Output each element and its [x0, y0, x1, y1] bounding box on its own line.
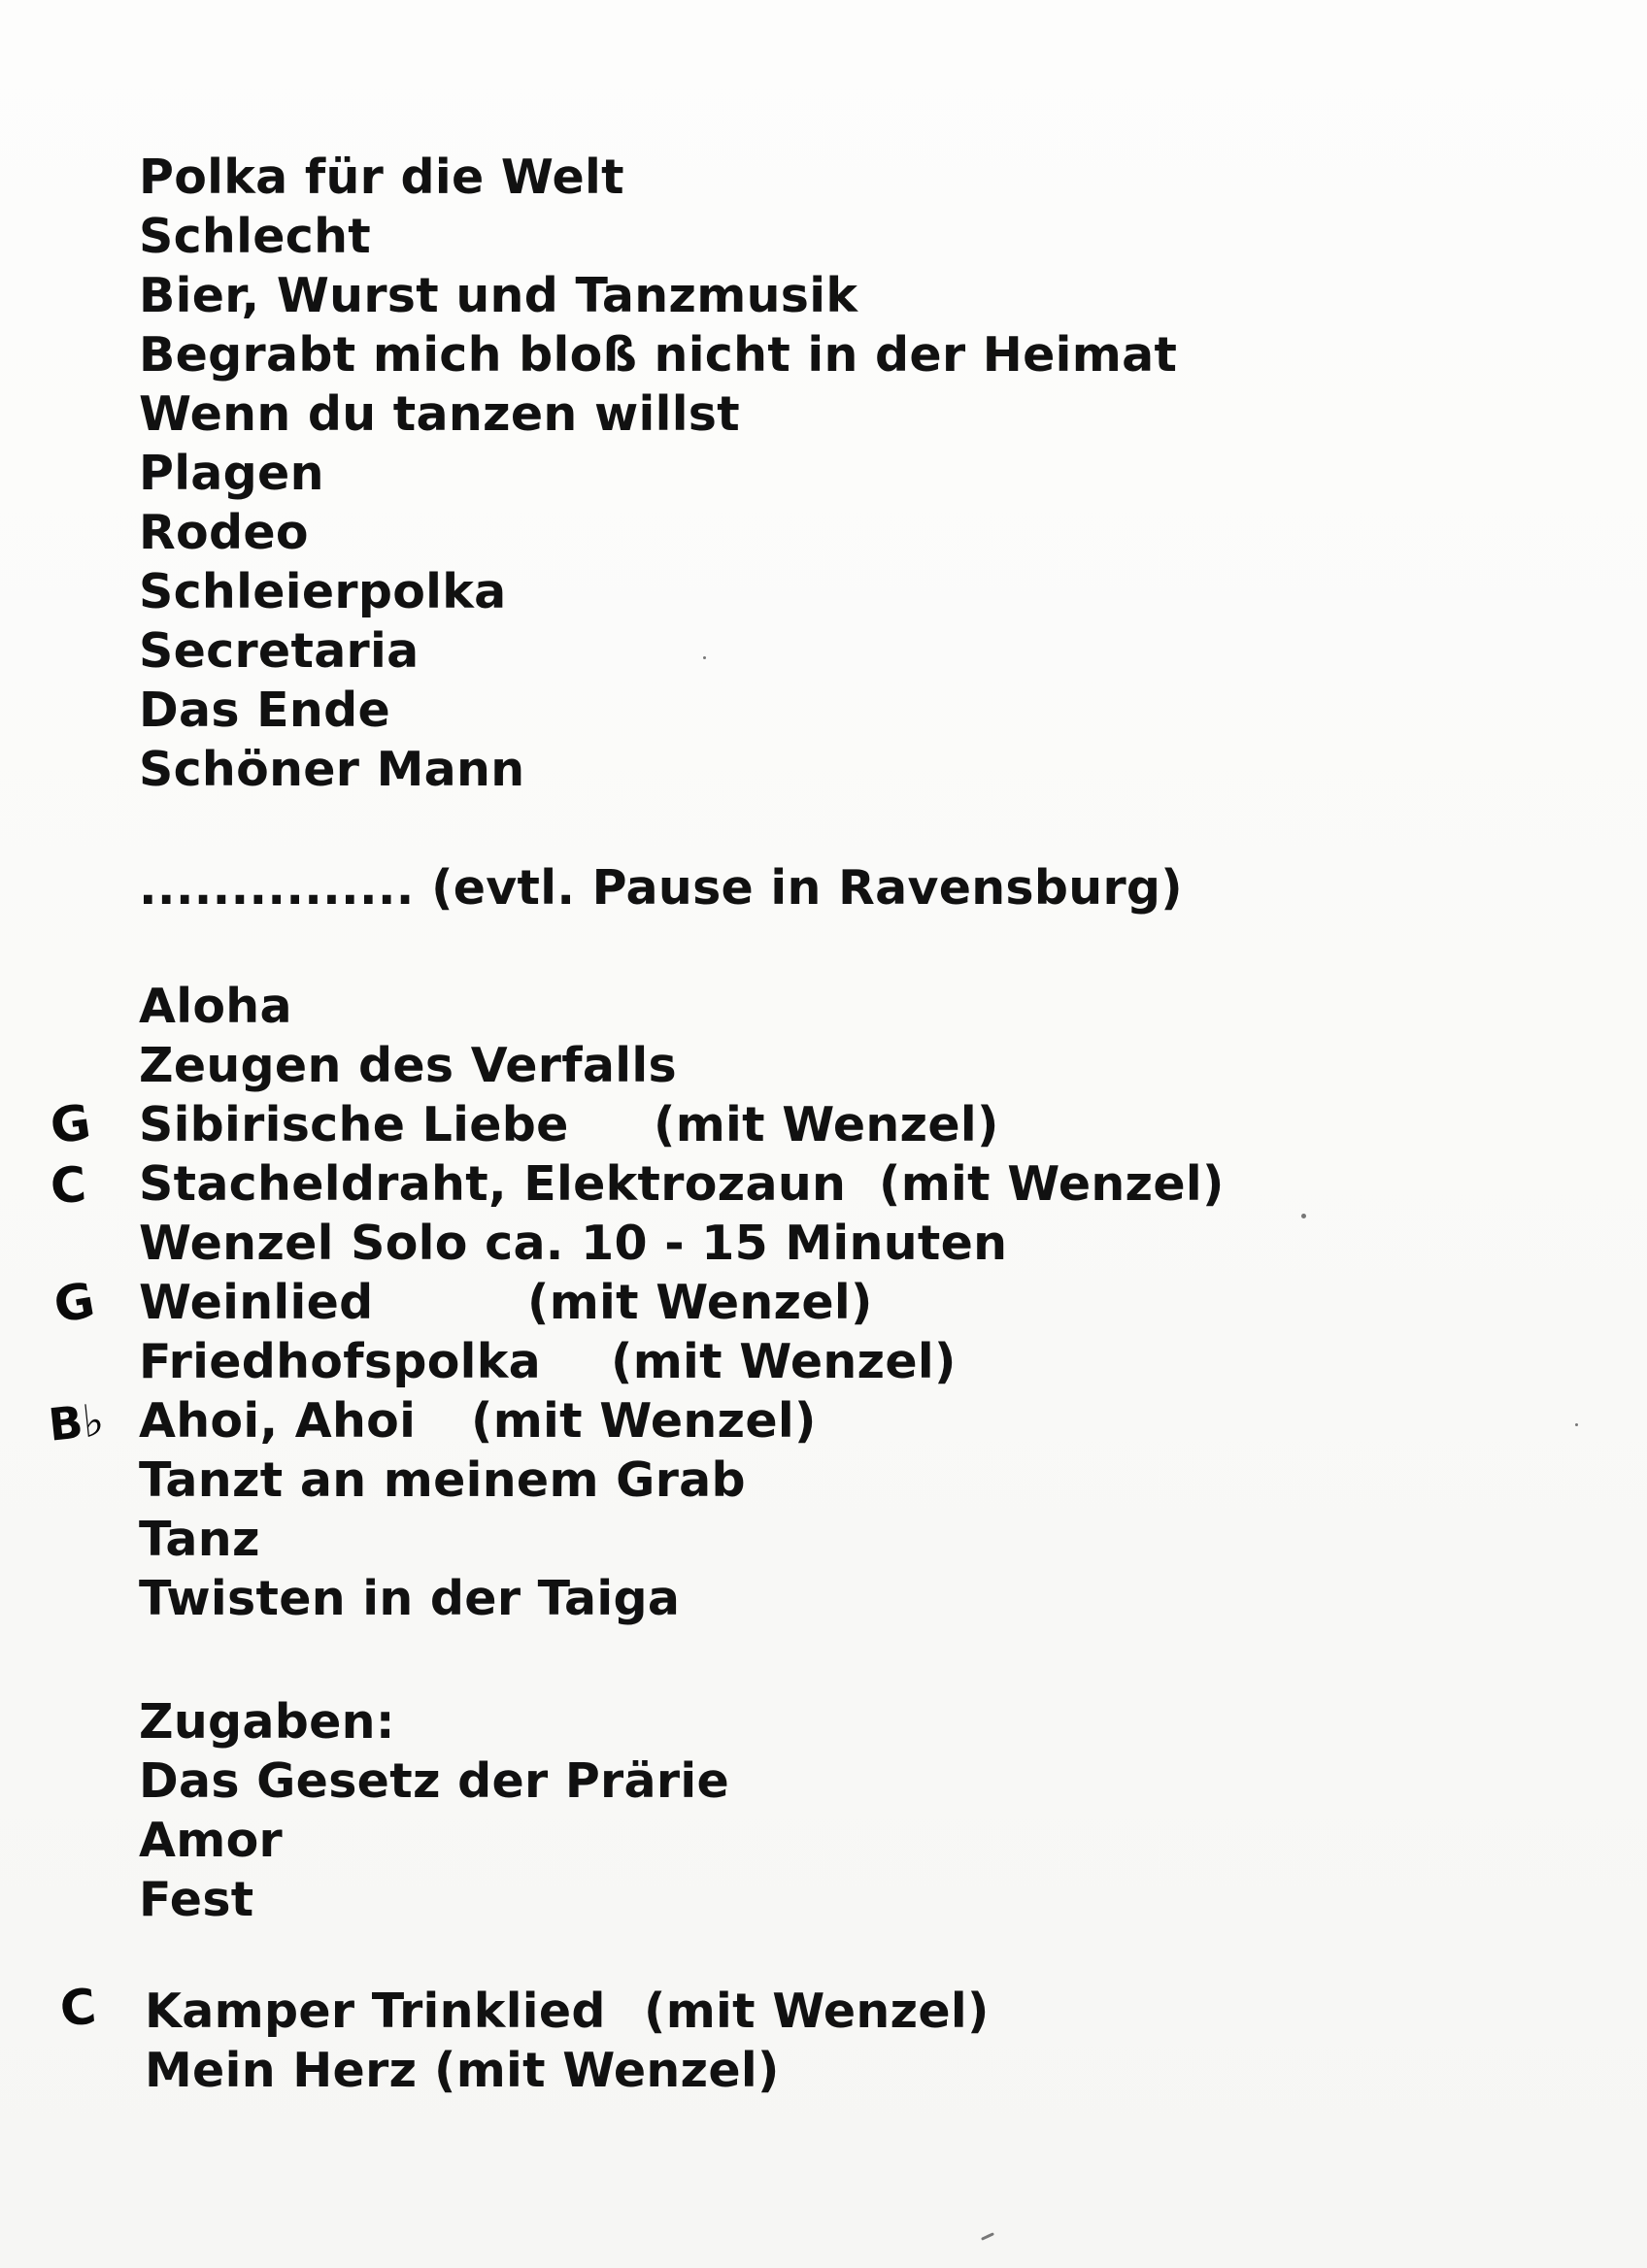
- song-note: (mit Wenzel): [527, 1275, 873, 1330]
- handwritten-key-mark: G: [50, 1271, 99, 1335]
- handwritten-key-mark: C: [57, 1978, 99, 2038]
- scan-speck: [703, 656, 706, 659]
- song-line: [139, 1510, 1225, 1569]
- song-title: Sibirische Liebe: [139, 1097, 569, 1152]
- song-title: Wenzel Solo ca. 10 - 15 Minuten: [139, 1216, 1008, 1271]
- song-line: Begrabt mich bloß nicht in der Heimat: [139, 327, 1178, 383]
- song-line: Amor: [139, 1813, 284, 1868]
- song-title: Aloha: [139, 979, 292, 1034]
- song-note: (mit Wenzel): [644, 1984, 990, 2039]
- song-line: Schöner Mann: [139, 742, 525, 797]
- song-title: Zeugen des Verfalls: [139, 1038, 677, 1093]
- song-title: Mein Herz: [145, 2043, 418, 2098]
- song-line: [139, 1214, 1225, 1273]
- scan-speck: [1575, 1423, 1578, 1426]
- song-note: (mit Wenzel): [471, 1393, 817, 1449]
- song-line: Wenn du tanzen willst: [139, 386, 740, 442]
- song-line: [145, 2041, 990, 2100]
- handwritten-key-mark: C: [49, 1155, 88, 1216]
- song-line: [139, 1036, 1225, 1095]
- song-line: [139, 1095, 1225, 1154]
- set-one: [139, 148, 1177, 799]
- song-line: Das Ende: [139, 683, 391, 738]
- handwritten-key-mark: G: [47, 1093, 94, 1155]
- song-line: Bier, Wurst und Tanzmusik: [139, 268, 858, 323]
- handwritten-key-mark: B♭: [46, 1393, 107, 1451]
- song-line: Polka für die Welt: [139, 150, 624, 205]
- song-title: Weinlied: [139, 1275, 374, 1330]
- set-two: [139, 977, 1225, 1628]
- song-title: Tanzt an meinem Grab: [139, 1452, 746, 1508]
- song-note: (mit Wenzel): [654, 1097, 999, 1152]
- encore-heading: Zugaben:: [139, 1694, 395, 1750]
- song-line: Plagen: [139, 446, 324, 501]
- song-line: Schleierpolka: [139, 564, 507, 619]
- song-title: Stacheldraht, Elektrozaun: [139, 1156, 847, 1212]
- song-title: Twisten in der Taiga: [139, 1571, 681, 1626]
- song-note: (mit Wenzel): [611, 1334, 957, 1389]
- pause-line: ............... (evtl. Pause in Ravensburg): [139, 860, 1183, 916]
- scan-speck: [1301, 1214, 1306, 1218]
- song-line: Rodeo: [139, 505, 309, 560]
- song-note: (mit Wenzel): [879, 1156, 1225, 1212]
- pause-block: [139, 858, 1183, 917]
- encores: [139, 1692, 729, 1929]
- extra-songs: [145, 1982, 990, 2100]
- song-line: [139, 1332, 1225, 1391]
- song-line: Secretaria: [139, 623, 420, 679]
- song-line: Das Gesetz der Prärie: [139, 1753, 729, 1809]
- scan-speck: [981, 2232, 994, 2241]
- song-line: [139, 1154, 1225, 1214]
- song-line: [139, 1273, 1225, 1332]
- song-note: (mit Wenzel): [434, 2043, 780, 2098]
- song-line: Fest: [139, 1872, 254, 1927]
- song-title: Ahoi, Ahoi: [139, 1393, 417, 1449]
- song-title: Friedhofspolka: [139, 1334, 542, 1389]
- song-line: [145, 1982, 990, 2041]
- song-line: Schlecht: [139, 209, 372, 264]
- song-line: [139, 1391, 1225, 1451]
- song-title: Tanz: [139, 1512, 260, 1567]
- song-title: Kamper Trinklied: [145, 1984, 606, 2039]
- song-line: [139, 1451, 1225, 1510]
- song-line: [139, 1569, 1225, 1628]
- song-line: [139, 977, 1225, 1036]
